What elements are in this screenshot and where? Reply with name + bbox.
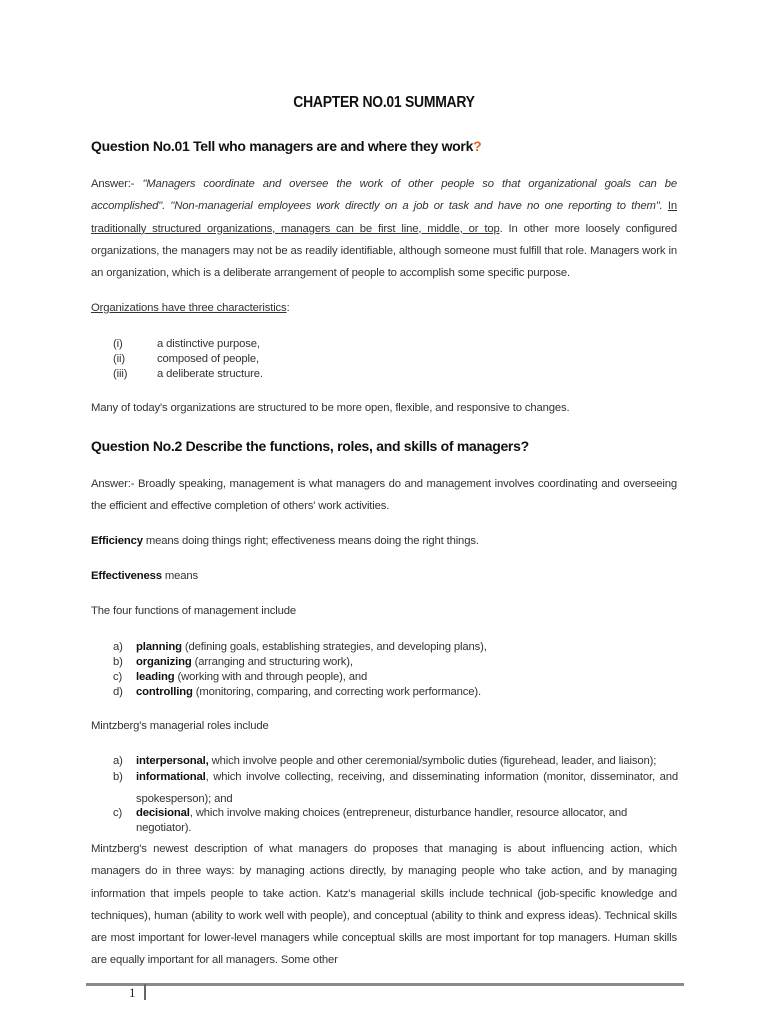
answer-rest: . In other more loosely configured organizations, the managers may not be as readily identifiable, although someone must fulfill that role. Managers work in an organization, which is a deliberate arrangement of people to accomplish some specific purpose. [91,222,677,280]
characteristics-list [113,337,678,382]
list-marker: a) [113,641,123,653]
answer-prefix: Answer:- [91,178,143,190]
role-term: decisional [136,807,190,819]
non-managerial-definition-quote: "Non-managerial employees work directly on a job or task and have no one reporting to them". [170,200,663,213]
functions-list [113,640,678,700]
managers-definition-quote: "Managers coordinate and oversee the work of other people so that organizational goals can be accomplished". [91,178,677,213]
effectiveness-term: Effectiveness [91,570,162,582]
list-item [113,367,678,382]
question-2-heading: Question No.2 Describe the functions, roles, and skills of managers? [91,438,529,454]
role-term: interpersonal, [136,755,209,767]
list-item [113,670,678,685]
list-marker: b) [113,771,123,783]
page-number-divider [144,984,146,1000]
list-item [113,766,678,810]
role-text: , which involve making choices (entrepreneur, disturbance handler, resource allocator, and negotiator). [136,807,628,834]
function-term: organizing [136,656,192,668]
mintzberg-katz-paragraph: Mintzberg's newest description of what managers do proposes that managing is about influencing action, which managers do in three ways: by managing actions directly, by managing people who take action, and by managing information that impels people to take action. Katz's managerial skills include technical (job-specific knowledge and techniques), human (ability to work well with people), and conceptual (ability to think and express ideas). Technical skills are most important for lower-level managers while conceptual skills are most important for top managers. Human skills are equally important for all managers. Some other [91,843,677,967]
list-item-text: a deliberate structure. [157,368,263,380]
efficiency-term: Efficiency [91,535,143,547]
effectiveness-text: means [161,570,199,582]
question-1-text: Question No.01 Tell who managers are and where they work [91,138,474,154]
roles-list [113,754,678,836]
efficiency-definition [91,535,479,547]
list-item [113,352,678,367]
function-text: (defining goals, establishing strategies, and developing plans), [181,641,487,653]
page-number: 1 [129,985,136,1000]
list-marker: c) [113,807,123,819]
list-item [113,337,678,352]
list-item [113,685,678,700]
list-marker: d) [113,686,123,698]
list-marker: (iii) [113,368,128,380]
role-text: , which involve collecting, receiving, and disseminating information (monitor, disseminator, and spokesperson); and [136,771,678,805]
question-1-heading [91,138,481,154]
function-term: controlling [136,686,193,698]
function-term: leading [136,671,175,683]
function-term: planning [136,641,182,653]
list-marker: (ii) [113,353,125,365]
role-text: which involve people and other ceremonial/symbolic duties (figurehead, leader, and liaison); [208,755,657,767]
list-marker: (i) [113,338,123,350]
roles-intro: Mintzberg's managerial roles include [91,720,269,732]
role-term: informational [136,771,206,783]
function-text: (working with and through people), and [174,671,368,683]
functions-intro: The four functions of management include [91,605,297,617]
characteristics-label-text: Organizations have three characteristics [91,302,287,314]
chapter-title: CHAPTER NO.01 SUMMARY [293,94,475,111]
list-item-text: composed of people, [157,353,260,365]
manager-levels-underlined: In traditionally structured organizations, managers can be first line, middle, or top [91,200,677,235]
question-1-answer [91,173,677,284]
characteristics-colon: : [286,302,290,314]
organizations-closing: Many of today's organizations are structured to be more open, flexible, and responsive to changes. [91,402,570,414]
question-2-answer: Answer:- Broadly speaking, management is what managers do and management involves coordinating and overseeing the efficient and effective completion of others' work activities. [91,478,677,513]
question-mark: ? [473,138,482,154]
efficiency-text: means doing things right; effectiveness means doing the right things. [142,535,479,547]
list-item [113,640,678,655]
footer-rule [86,983,684,986]
list-item [113,806,678,836]
characteristics-label [91,302,290,314]
function-text: (arranging and structuring work), [191,656,353,668]
list-item [113,655,678,670]
list-item-text: a distinctive purpose, [157,338,260,350]
function-text: (monitoring, comparing, and correcting work performance). [192,686,481,698]
effectiveness-definition [91,570,198,582]
list-marker: b) [113,656,123,668]
list-marker: a) [113,755,123,767]
list-marker: c) [113,671,123,683]
